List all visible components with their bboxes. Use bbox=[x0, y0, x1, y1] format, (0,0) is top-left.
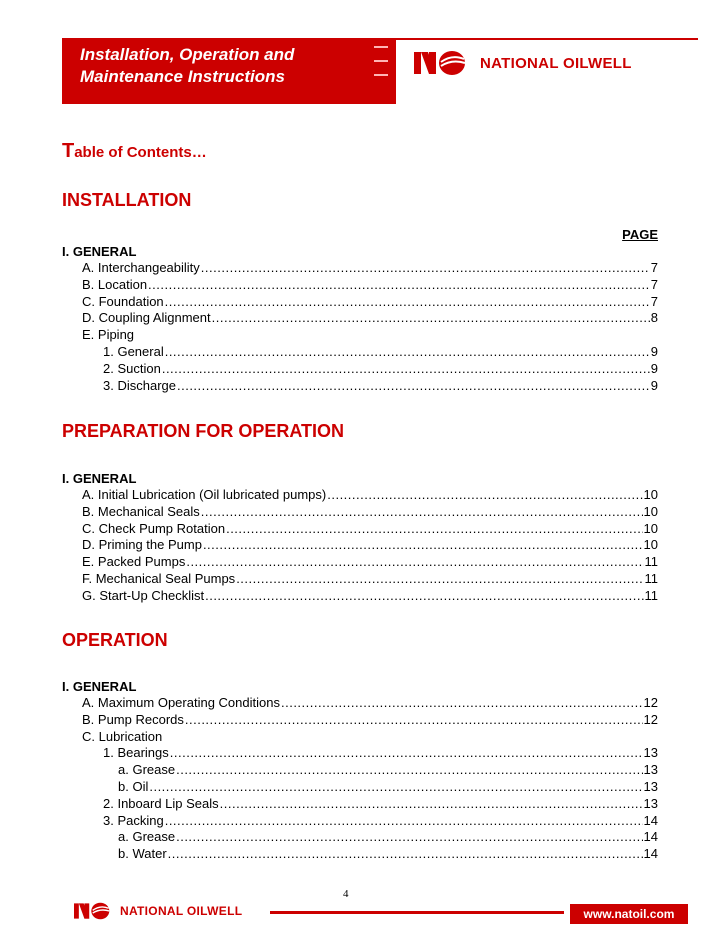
footer-brand-name: NATIONAL OILWELL bbox=[120, 904, 243, 918]
page-number: 4 bbox=[343, 888, 349, 900]
toc-entry[interactable]: C. Foundation ..... 7 bbox=[62, 294, 658, 311]
document-title-line1: Installation, Operation and bbox=[80, 45, 295, 64]
toc-entry[interactable]: A. Initial Lubrication (Oil lubricated pumps) ..... 10 bbox=[62, 487, 658, 504]
toc-subheading: E. Piping bbox=[82, 327, 135, 343]
brand-name: NATIONAL OILWELL bbox=[480, 54, 632, 72]
national-oilwell-logo-icon bbox=[414, 50, 466, 76]
toc-entry[interactable]: B. Pump Records ..... 12 bbox=[62, 712, 658, 729]
section-title-operation: OPERATION bbox=[62, 630, 168, 650]
toc-entry[interactable]: b. Oil ..... 13 bbox=[62, 779, 658, 796]
toc-entry[interactable]: G. Start-Up Checklist ..... 11 bbox=[62, 588, 658, 605]
header-rule bbox=[396, 38, 698, 40]
website-link[interactable]: www.natoil.com bbox=[570, 904, 688, 924]
operation-toc bbox=[62, 678, 658, 863]
document-title bbox=[80, 44, 294, 88]
toc-entry[interactable]: 2. Inboard Lip Seals ..... 13 bbox=[62, 796, 658, 813]
toc-entry[interactable]: 1. Bearings ..... 13 bbox=[62, 745, 658, 762]
toc-entry[interactable]: B. Location ..... 7 bbox=[62, 277, 658, 294]
group-heading: I. GENERAL bbox=[62, 244, 137, 259]
toc-entry[interactable]: E. Packed Pumps ..... 11 bbox=[62, 554, 658, 571]
toc-entry[interactable]: a. Grease ..... 14 bbox=[62, 829, 658, 846]
toc-entry[interactable]: B. Mechanical Seals ..... 10 bbox=[62, 504, 658, 521]
toc-subheading: C. Lubrication bbox=[82, 728, 163, 744]
toc-entry[interactable]: F. Mechanical Seal Pumps ..... 11 bbox=[62, 571, 658, 588]
toc-entry[interactable]: D. Priming the Pump ..... 10 bbox=[62, 537, 658, 554]
installation-toc bbox=[62, 243, 658, 394]
toc-entry[interactable]: D. Coupling Alignment ..... 8 bbox=[62, 310, 658, 327]
header-brand bbox=[414, 50, 632, 76]
group-heading: I. GENERAL bbox=[62, 679, 137, 694]
header-decoration bbox=[374, 46, 388, 88]
toc-entry[interactable]: 3. Packing ..... 14 bbox=[62, 813, 658, 830]
footer-rule bbox=[270, 911, 564, 914]
national-oilwell-logo-icon bbox=[74, 902, 110, 920]
section-title-preparation: PREPARATION FOR OPERATION bbox=[62, 421, 345, 441]
toc-entry[interactable]: A. Maximum Operating Conditions ..... 12 bbox=[62, 695, 658, 712]
toc-entry[interactable]: C. Check Pump Rotation ..... 10 bbox=[62, 521, 658, 538]
toc-entry[interactable]: 3. Discharge ..... 9 bbox=[62, 378, 658, 395]
toc-title: Table of Contents… bbox=[62, 140, 207, 162]
footer-brand bbox=[74, 902, 242, 920]
preparation-toc bbox=[62, 470, 658, 605]
group-heading: I. GENERAL bbox=[62, 471, 137, 486]
page-column-header: PAGE bbox=[622, 227, 658, 242]
document-title-line2: Maintenance Instructions bbox=[80, 67, 285, 86]
toc-entry[interactable]: 2. Suction ..... 9 bbox=[62, 361, 658, 378]
toc-entry[interactable]: A. Interchangeability ..... 7 bbox=[62, 260, 658, 277]
toc-entry[interactable]: 1. General ..... 9 bbox=[62, 344, 658, 361]
section-title-installation: INSTALLATION bbox=[62, 190, 192, 210]
toc-entry[interactable]: b. Water ..... 14 bbox=[62, 846, 658, 863]
toc-entry[interactable]: a. Grease ..... 13 bbox=[62, 762, 658, 779]
